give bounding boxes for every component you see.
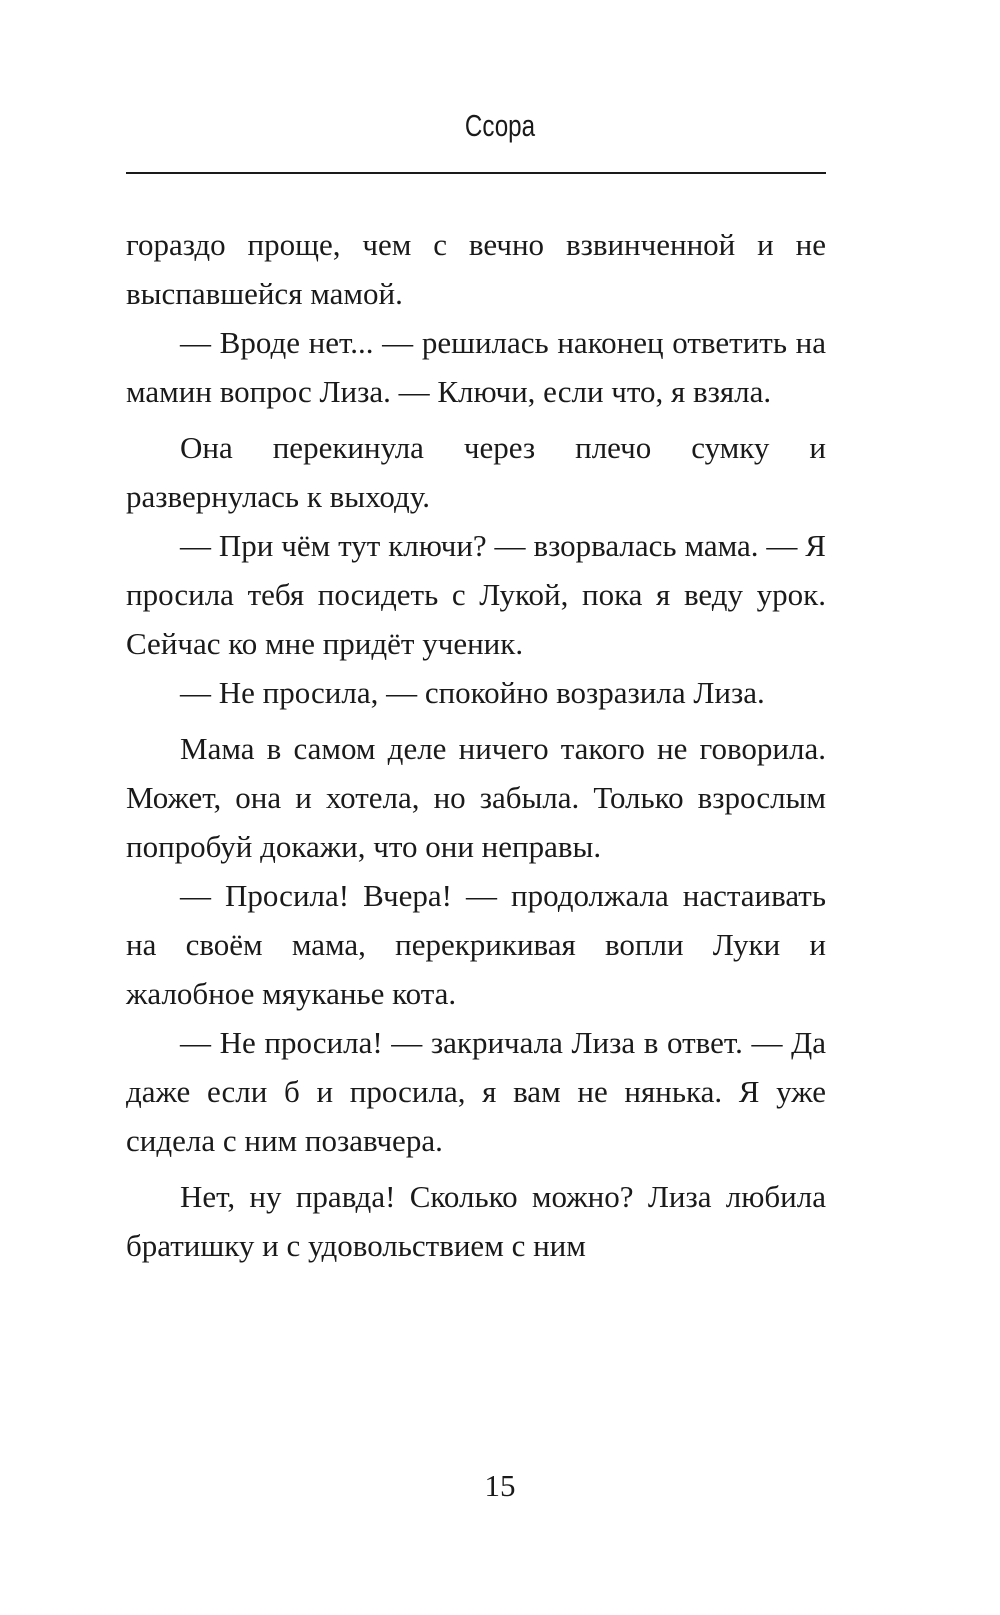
paragraph: Она перекинула через плечо сумку и развернулась к выходу. [126,430,826,514]
body-text [126,220,826,1270]
paragraph: — Просила! Вчера! — продолжала настаивать на своём мама, перекрикивая вопли Луки и жалобное мяуканье кота. [126,878,826,1011]
paragraph: — При чём тут ключи? — взорвалась мама. — Я просила тебя посидеть с Лукой, пока я веду урок. Сейчас ко мне придёт ученик. [126,528,826,661]
page-number: 15 [484,1468,516,1503]
paragraph: — Не просила! — закричала Лиза в ответ. — Да даже если б и просила, я вам не нянька. Я уже сидела с ним позавчера. [126,1025,826,1158]
paragraph: — Не просила, — спокойно возразила Лиза. [180,675,765,710]
paragraph: — Вроде нет... — решилась наконец ответить на мамин вопрос Лиза. — Ключи, если что, я взяла. [126,325,826,409]
paragraph: Мама в самом деле ничего такого не говорила. Может, она и хотела, но забыла. Только взрослым попробуй докажи, что они неправы. [126,731,826,864]
header-rule [126,172,826,174]
paragraph: Нет, ну правда! Сколько можно? Лиза любила братишку и с удовольствием с ним [126,1179,826,1263]
running-head: Ссора [464,108,536,143]
paragraph: гораздо проще, чем с вечно взвинченной и не выспавшейся мамой. [126,227,826,311]
